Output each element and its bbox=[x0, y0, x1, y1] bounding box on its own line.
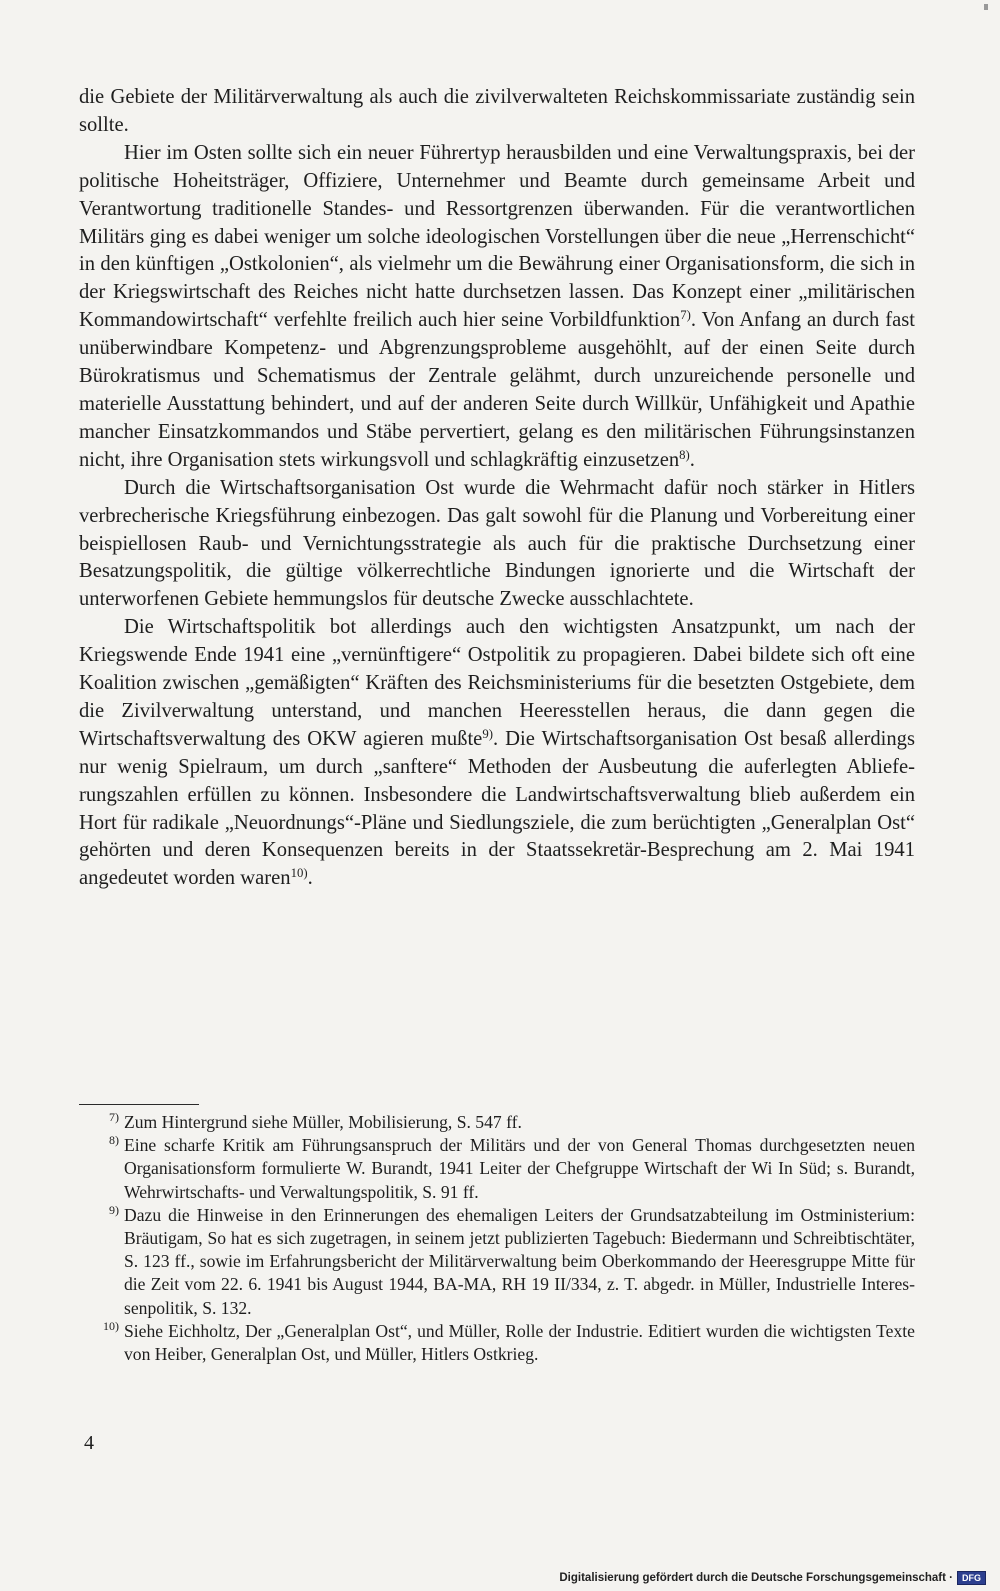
footnote bbox=[79, 1204, 915, 1320]
digitization-credit bbox=[559, 1571, 986, 1585]
footnote-mark-label: 9) bbox=[109, 1202, 119, 1217]
paragraph-text: Hier im Osten sollte sich ein neuer Führertyp herausbilden und eine Verwaltungspraxis, bei der politische Hoheitsträger, Offiziere, Unternehmer und Beamte durch gemeinsame Arbeit und Verantwortung traditionelle Standes- und Ressortgrenzen überwanden. Für die verantwortlichen Militärs ging es dabei weniger um solche ideologischen Vorstellungen über die neue „Herrenschicht“ in den künftigen „Ostkolonien“, als vielmehr um die Bewährung einer Organisationsform, die sich in der Kriegswirtschaft des Reiches nicht hatte durchsetzen lassen. Das Konzept einer „militärischen Kommandowirtschaft“ verfehlte freilich auch hier seine Vorbildfunktion bbox=[79, 141, 915, 332]
footnote-mark-label: 10) bbox=[103, 1318, 119, 1333]
paragraph bbox=[79, 84, 915, 140]
footnote-reference: 7) bbox=[680, 308, 691, 323]
footnote-reference: 8) bbox=[679, 447, 690, 462]
footnote-mark bbox=[79, 1320, 119, 1343]
footnote-text: Siehe Eichholtz, Der „Generalplan Ost“, und Müller, Rolle der Industrie. Editiert wurden die wichtigsten Texte von Heiber, Generalplan Ost, und Müller, Hitlers Ostkrieg. bbox=[124, 1320, 915, 1365]
footnote-divider bbox=[79, 1104, 199, 1105]
footnote-text: Zum Hintergrund siehe Müller, Mobilisierung, S. 547 ff. bbox=[124, 1112, 522, 1132]
footnote bbox=[79, 1134, 915, 1204]
main-text bbox=[79, 84, 915, 893]
footnote-reference: 9) bbox=[482, 726, 493, 741]
paragraph-text: . Von Anfang an durch fast unüberwindbare Kompetenz- und Abgrenzungsprobleme ausgehöhlt, auf der einen Seite durch Bürokratismus und Schematismus der Zentrale gelähmt, durch unzureichende personelle und materielle Ausstattung behindert, und auf der anderen Seite durch Willkür, Unfähigkeit und Apathie mancher Einsatzkommandos und Stäbe pervertiert, gelang es den militärischen Führungsinstanzen nicht, ihre Organisation stets wirkungsvoll und schlagkräftig einzusetzen bbox=[79, 309, 915, 471]
footnote-mark bbox=[79, 1111, 119, 1134]
paragraph-text: . Die Wirtschaftsorganisation Ost besaß allerdings nur wenig Spielraum, um durch „sanftere“ Methoden der Ausbeutung die auferlegten Ablieferungszahlen erfüllen zu können. Insbesondere die Landwirtschaftsverwaltung blieb außerdem ein Hort für radikale „Neuordnungs“-Pläne und Siedlungsziele, die zum berüchtigten „Generalplan Ost“ gehörten und deren Konsequenzen bereits in der Staatssekretär-Besprechung am 2. Mai 1941 angedeutet worden waren bbox=[79, 727, 915, 890]
scan-corner-mark bbox=[984, 4, 988, 10]
paragraph-text: Durch die Wirtschaftsorganisation Ost wurde die Wehrmacht dafür noch stärker in Hitlers verbrecherische Kriegsführung einbezogen. Das galt sowohl für die Planung und Vorbereitung einer beispiellosen Raub- und Vernichtungsstrategie als auch für die praktische Durchsetzung einer Besatzungspolitik, die gültige völkerrechtliche Bindungen ignorierte und die Wirtschaft der unterworfenen Gebiete hemmungslos für deutsche Zwecke ausschlachtete. bbox=[79, 476, 915, 611]
footnote-text: Dazu die Hinweise in den Erinnerungen des ehemaligen Leiters der Grundsatzabteilung im Ostministerium: Bräutigam, So hat es sich zugetragen, in seinem jetzt publizierten Tagebuch: Biedermann und Schreibtischtäter, S. 123 ff., sowie im Erfahrungsbericht der Militärverwaltung beim Oberkommando der Heeresgruppe Mitte für die Zeit vom 22. 6. 1941 bis August 1944, BA-MA, RH 19 II/334, z. T. abgedr. in Müller, Industrielle Interessenpolitik, S. 132. bbox=[124, 1204, 915, 1318]
digitization-note: Digitalisierung gefördert durch die Deutsche Forschungsgemeinschaft · bbox=[559, 1572, 953, 1584]
footnote-mark bbox=[79, 1134, 119, 1157]
paragraph bbox=[79, 140, 915, 475]
footnotes bbox=[79, 1111, 915, 1366]
footnote-mark-label: 7) bbox=[109, 1110, 119, 1124]
paragraph-text: die Gebiete der Militärverwaltung als auch die zivilverwalteten Reichskommissariate zuständig sein sollte. bbox=[79, 86, 915, 136]
paragraph-text: Die Wirtschaftspolitik bot allerdings auch den wichtigsten Ansatzpunkt, um nach der Kriegswende Ende 1941 eine „vernünftigere“ Ostpolitik zu propagieren. Dabei bildete sich oft eine Koalition zwischen „gemäßigten“ Kräften des Reichsministeriums für die besetzten Ostgebiete, dem die Zivilverwaltung unterstand, und manchen Heeresstellen heraus, die dann gegen die Wirtschaftsverwaltung des OKW agieren mußte bbox=[79, 616, 915, 750]
paragraph-text: . bbox=[307, 867, 313, 890]
paragraph bbox=[79, 475, 915, 615]
footnote-text: Eine scharfe Kritik am Führungsanspruch der Militärs und der von General Thomas durchgesetzten neuen Organisationsform formulierte W. Burandt, 1941 Leiter der Chefgruppe Wirtschaft der Wi In Süd; s. Burandt, Wehrwirtschafts- und Verwaltungspolitik, S. 91 ff. bbox=[124, 1135, 915, 1202]
footnote bbox=[79, 1320, 915, 1366]
paragraph bbox=[79, 614, 915, 893]
footnote-mark-label: 8) bbox=[109, 1133, 119, 1148]
paragraph-text: . bbox=[689, 448, 695, 471]
page-number: 4 bbox=[84, 1432, 94, 1454]
footnote bbox=[79, 1111, 915, 1134]
dfg-logo: DFG bbox=[957, 1571, 986, 1585]
footnote-mark bbox=[79, 1204, 119, 1227]
footnote-reference: 10) bbox=[290, 866, 308, 881]
